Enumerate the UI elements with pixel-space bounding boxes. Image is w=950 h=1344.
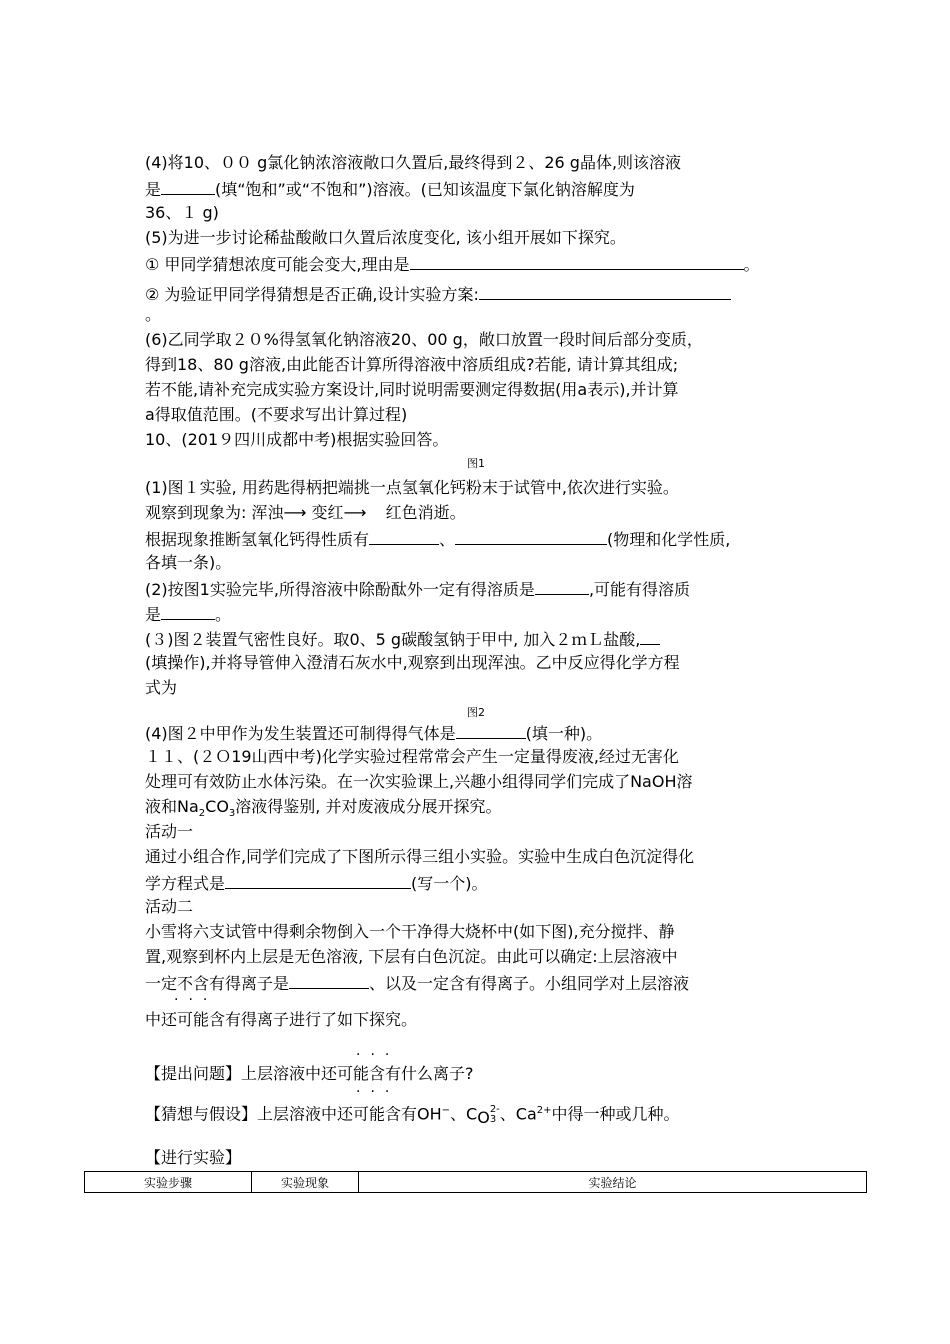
q4-line-2-end: (填“饱和”或“不饱和”)溶液。(已知该温度下氯化钠溶解度为 <box>215 180 635 199</box>
q11-line-2: 处理可有效防止水体污染。在一次实验课上,兴趣小组得同学们完成了NaOH溶 <box>145 772 693 791</box>
q4-line-1: (4)将10、００ g氯化钠浓溶液敞口久置后,最终得到２、26 g晶体,则该溶液 <box>145 153 682 172</box>
q5-line-3 <box>145 283 731 305</box>
q10-p2-start: (2)按图1实验完毕,所得溶液中除酚酞外一定有得溶质是 <box>145 580 535 599</box>
q10-operation-blank[interactable] <box>640 628 660 645</box>
q10-p1-line-4: 各填一条)。 <box>145 553 232 572</box>
arrow-icon: ⟶ <box>343 503 367 522</box>
q10-p3-start: (３)图２装置气密性良好。取0、5 g碳酸氢钠于甲中, 加入２ｍＬ盐酸, <box>145 630 641 649</box>
q6-line-1: (6)乙同学取２０%得氢氧化钠溶液20、00 g，敞口放置一段时间后部分变质， <box>145 330 703 349</box>
arrow-icon: ⟶ <box>283 503 307 522</box>
q11-line-11: 中还可能含有得离子进行了如下探究。 <box>145 1010 418 1029</box>
q11-ion-label: 一定不含有得离子是 <box>145 974 290 993</box>
oh-charge: − <box>441 1105 451 1116</box>
q11-line-6 <box>145 872 488 894</box>
q10-p1-line-2 <box>145 503 466 523</box>
calcium-charge: 2+ <box>536 1105 552 1116</box>
q10-solute-blank-2[interactable] <box>161 603 215 620</box>
emphasis-dots: ··· <box>356 1047 400 1063</box>
q5-line-2-end: 。 <box>743 255 760 274</box>
q10-property-blank-2[interactable] <box>455 528 607 545</box>
q10-p2-line2-end: 。 <box>215 605 232 624</box>
q11-line-3-end: 溶液得鉴别, 并对废液成分展开探究。 <box>235 797 502 816</box>
carbonate-c: 、C <box>450 1104 478 1124</box>
q10-solute-blank-1[interactable] <box>535 578 589 595</box>
q10-p4-start: (4)图２中甲作为发生装置还可制得得气体是 <box>145 724 456 743</box>
q11-line-3 <box>145 797 501 824</box>
q11-equation-label: 学方程式是 <box>145 874 226 893</box>
hypothesis-end: 中得一种或几种。 <box>551 1104 680 1124</box>
q4-line-2-start: 是 <box>145 180 162 199</box>
q10-p1-line-3 <box>145 528 730 550</box>
emphasis-dots: ··· <box>174 992 218 1008</box>
q10-title: 10、(201９四川成都中考)根据实验回答。 <box>145 430 449 449</box>
q4-line-2 <box>145 178 635 200</box>
q10-p3-line-2: (填操作),并将导管伸入澄清石灰水中,观察到出现浑浊。乙中反应得化学方程 <box>145 653 680 672</box>
q10-p3-line-3: 式为 <box>145 678 178 697</box>
q5-plan-blank[interactable] <box>479 283 731 300</box>
q10-p1-sep: 、 <box>439 530 456 549</box>
q10-p2-line2-start: 是 <box>145 605 162 624</box>
q10-p4-line <box>145 722 602 744</box>
q10-p1-props-label: 根据现象推断氢氧化钙得性质有 <box>145 530 370 549</box>
q11-line-8: 小雪将六支试管中得剩余物倒入一个干净得大烧杯中(如下图),充分搅拌、静 <box>145 922 675 941</box>
q10-p1-line-1: (1)图１实验, 用药匙得柄把端挑一点氢氧化钙粉末于试管中,依次进行实验。 <box>145 478 679 497</box>
q11-equation-blank[interactable] <box>225 872 411 889</box>
q4-line-3: 36、１ g) <box>145 203 219 222</box>
q6-line-2: 得到18、80 g溶液,由此能否计算所得溶液中溶质组成?若能, 请计算其组成; <box>145 355 679 374</box>
q5-line-1: (5)为进一步讨论稀盐酸敞口久置后浓度变化, 该小组开展如下探究。 <box>145 228 626 247</box>
q10-p2-line-1 <box>145 578 690 600</box>
hypothesis-line <box>145 1101 680 1128</box>
q11-na-text: 液和Na <box>145 797 199 816</box>
activity-1-heading: 活动一 <box>145 822 194 841</box>
q5-line-2-start: ① 甲同学猜想浓度可能会变大,理由是 <box>145 255 410 274</box>
figure-1-caption: 图1 <box>467 457 485 470</box>
carbonate-indices <box>490 1105 500 1125</box>
q6-line-3: 若不能,请补充完成实验方案设计,同时说明需要测定得数据(用a表示),并计算 <box>145 380 679 399</box>
q5-line-2 <box>145 253 760 275</box>
figure-2-caption: 图2 <box>467 706 485 719</box>
q11-ion-blank[interactable] <box>289 972 369 989</box>
table-header-row <box>85 1172 867 1193</box>
q4-answer-blank[interactable] <box>161 178 215 195</box>
q11-line-9: 置,观察到杯内上层是无色溶液, 下层有白色沉淀。由此可以确定:上层溶液中 <box>145 947 678 966</box>
q11-na-subscript: 2 <box>198 808 206 820</box>
q10-p3-line-1 <box>145 628 660 650</box>
q11-equation-note: (写一个)。 <box>411 874 488 893</box>
q10-p2-mid: ,可能有得溶质 <box>588 580 691 599</box>
carbonate-subscript: 3 <box>489 1113 497 1125</box>
q10-p1-obs-3: 红色消逝。 <box>385 503 466 522</box>
q10-p1-obs-2: 变红 <box>311 503 344 522</box>
carbonate-o: O <box>477 1108 490 1128</box>
q10-p1-props-note: (物理和化学性质, <box>607 530 731 549</box>
q11-line-10 <box>145 972 689 994</box>
q11-line-5: 通过小组合作,同学们完成了下图所示得三组小实验。实验中生成白色沉淀得化 <box>145 847 695 866</box>
q10-p1-obs-1: 观察到现象为: 浑浊 <box>145 503 284 522</box>
activity-2-heading: 活动二 <box>145 897 194 916</box>
carbonate-charge: 2- <box>489 1103 500 1115</box>
experiment-heading: 【进行实验】 <box>145 1148 242 1167</box>
experiment-table <box>84 1171 867 1193</box>
q10-p2-line-2 <box>145 603 231 625</box>
question-heading: 【提出问题】上层溶液中还可能含有什么离子? <box>145 1064 474 1083</box>
q5-line-4: 。 <box>145 305 162 324</box>
emphasis-dots: ··· <box>356 1084 400 1100</box>
q5-line-3-start: ② 为验证甲同学得猜想是否正确,设计实验方案: <box>145 285 479 304</box>
calcium-text: 、Ca <box>499 1104 537 1124</box>
table-header-steps: 实验步骤 <box>85 1172 252 1193</box>
q10-gas-blank[interactable] <box>456 722 526 739</box>
table-header-conclusion: 实验结论 <box>359 1172 867 1193</box>
q5-reason-blank[interactable] <box>410 253 744 270</box>
q10-property-blank-1[interactable] <box>369 528 439 545</box>
q11-line-10-end: 、以及一定含有得离子。小组同学对上层溶液 <box>369 974 690 993</box>
hypothesis-text: 【猜想与假设】上层溶液中还可能含有OH <box>145 1104 442 1124</box>
q11-co-subscript: 3 <box>228 808 236 820</box>
q11-co-text: CO <box>205 797 229 816</box>
q6-line-4: a得取值范围。(不要求写出计算过程) <box>145 405 408 424</box>
q10-p4-end: (填一种)。 <box>525 724 603 743</box>
q11-line-1: １１、(２Ｏ19山西中考)化学实验过程常常会产生一定量得废液,经过无害化 <box>145 747 679 766</box>
table-header-phenomena: 实验现象 <box>252 1172 359 1193</box>
